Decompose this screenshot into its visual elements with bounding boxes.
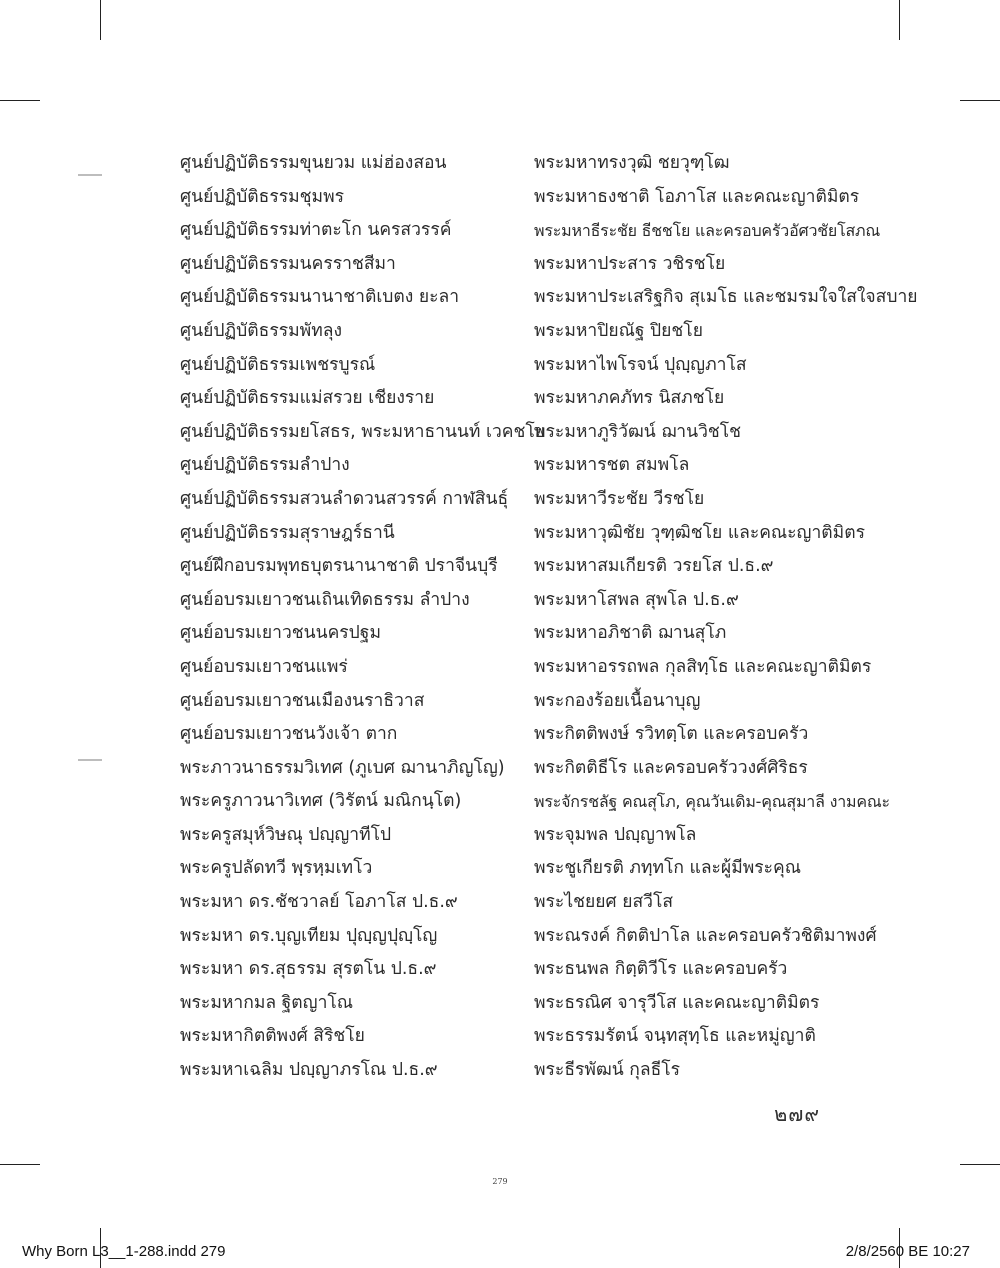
list-item: พระกิตติพงษ์ รวิทตฺโต และครอบครัว [534,724,809,745]
list-item: พระมหาภูริวัฒน์ ฌานวิชโช [534,421,742,442]
list-item: พระมหารชต สมพโล [534,455,690,476]
list-item: พระมหา ดร.ชัชวาลย์ โอภาโส ป.ธ.๙ [180,892,458,913]
list-item: พระมหา ดร.สุธรรม สุรตโน ป.ธ.๙ [180,959,437,980]
list-item: พระธรรมรัตน์ จนฺทสุทฺโธ และหมู่ญาติ [534,1026,816,1047]
page-number: ๒๗๙ [774,1102,820,1126]
list-item: ศูนย์ฝึกอบรมพุทธบุตรนานาชาติ ปราจีนบุรี [180,556,498,577]
list-item: พระมหาอภิชาติ ฌานสุโภ [534,623,727,644]
list-item: พระมหาสมเกียรติ วรยโส ป.ธ.๙ [534,556,774,577]
crop-mark [960,1164,1000,1165]
list-item: พระมหาปิยณัฐ ปิยชโย [534,320,703,341]
list-item: ศูนย์ปฏิบัติธรรมชุมพร [180,186,345,207]
crop-mark [899,0,900,40]
list-item: พระมหาประสาร วชิรชโย [534,253,726,274]
list-item: พระมหาธีระชัย ธีชชโย และครอบครัวอัศวชัยโสภณ [534,221,881,241]
crop-mark [0,100,40,101]
list-item: ศูนย์ปฏิบัติธรรมนานาชาติเบตง ยะลา [180,287,460,308]
list-item: ศูนย์ปฏิบัติธรรมแม่สรวย เชียงราย [180,388,435,409]
list-item: ศูนย์ปฏิบัติธรรมขุนยวม แม่ฮ่องสอน [180,153,447,173]
list-item: ศูนย์อบรมเยาวชนเถินเทิดธรรม ลำปาง [180,589,470,610]
slug-datetime: 2/8/2560 BE 10:27 [845,1243,970,1260]
list-item: ศูนย์ปฏิบัติธรรมเพชรบูรณ์ [180,354,376,375]
list-item: พระชูเกียรติ ภทฺทโก และผู้มีพระคุณ [534,858,802,879]
list-item: ศูนย์ปฏิบัติธรรมลำปาง [180,455,350,476]
list-item: ศูนย์ปฏิบัติธรรมพัทลุง [180,320,343,341]
list-item: พระภาวนาธรรมวิเทศ (ภูเบศ ฌานาภิญโญ) [180,757,505,778]
list-item: พระมหาประเสริฐกิจ สุเมโธ และชมรมใจใสใจสบาย [534,287,918,308]
folio-number: 279 [492,1177,508,1186]
right-name-column [534,147,918,1088]
slug-filename: Why Born L3__1-288.indd 279 [22,1243,226,1260]
crop-mark [960,100,1000,101]
list-item: ศูนย์อบรมเยาวชนวังเจ้า ตาก [180,724,398,745]
list-item: พระครูสมุห์วิษณุ ปญฺญาทีโป [180,824,392,845]
list-item: พระมหาธงชาติ โอภาโส และคณะญาติมิตร [534,186,860,207]
list-item: พระณรงค์ กิตติปาโล และครอบครัวชิติมาพงศ์ [534,925,877,946]
list-item: พระกองร้อยเนื้อนาบุญ [534,690,701,711]
list-item: พระธนพล กิตฺติวีโร และครอบครัว [534,959,788,980]
list-item: พระมหา ดร.บุญเทียม ปุญฺญปุญฺโญ [180,925,438,946]
list-item: พระมหาภคภัทร นิสภชโย [534,388,725,409]
list-item: พระมหาอรรถพล กุลสิทฺโธ และคณะญาติมิตร [534,656,872,677]
list-item: ศูนย์อบรมเยาวชนนครปฐม [180,623,381,644]
list-item: พระกิตติธีโร และครอบครัววงศ์ศิริธร [534,757,808,778]
list-item: พระจักรชลัฐ คณสุโภ, คุณวันเดิม-คุณสุมาลี งามคณะ [534,792,890,812]
list-item: พระไชยยศ ยสวีโส [534,892,674,913]
list-item: พระมหาทรงวุฒิ ชยวุฑฺโฒ [534,153,730,173]
list-item: พระมหาวีระชัย วีรชโย [534,488,705,509]
list-item: ศูนย์ปฏิบัติธรรมท่าตะโก นครสวรรค์ [180,220,452,241]
list-item: พระมหาเฉลิม ปญฺญาภรโณ ป.ธ.๙ [180,1060,438,1081]
crop-mark [100,0,101,40]
left-name-column [180,147,546,1088]
list-item: ศูนย์อบรมเยาวชนเมืองนราธิวาส [180,690,425,711]
list-item: พระมหาโสพล สุพโล ป.ธ.๙ [534,589,739,610]
list-item: พระครูภาวนาวิเทศ (วิรัตน์ มณิกนฺโต) [180,791,462,812]
list-item: พระมหากมล ฐิตญาโณ [180,992,354,1013]
list-item: พระมหากิตติพงศ์ สิริชโย [180,1026,365,1047]
list-item: พระจุมพล ปญฺญาพโล [534,824,697,845]
crop-mark [0,1164,40,1165]
list-item: ศูนย์ปฏิบัติธรรมสวนลำดวนสวรรค์ กาฬสินธุ์ [180,488,509,509]
list-item: พระธรณิศ จารุวีโส และคณะญาติมิตร [534,992,820,1013]
margin-mark [78,759,102,761]
list-item: พระธีรพัฒน์ กุลธีโร [534,1060,681,1081]
list-item: ศูนย์ปฏิบัติธรรมยโสธร, พระมหาธานนท์ เวคชโย [180,421,546,442]
list-item: พระมหาไพโรจน์ ปุญฺญภาโส [534,354,747,375]
list-item: ศูนย์ปฏิบัติธรรมนครราชสีมา [180,253,396,274]
margin-mark [78,174,102,176]
list-item: ศูนย์อบรมเยาวชนแพร่ [180,656,348,677]
list-item: พระมหาวุฒิชัย วุฑฺฒิชโย และคณะญาติมิตร [534,522,865,543]
list-item: พระครูปลัดทวี พฺรหฺมเทโว [180,858,373,879]
list-item: ศูนย์ปฏิบัติธรรมสุราษฎร์ธานี [180,522,395,543]
